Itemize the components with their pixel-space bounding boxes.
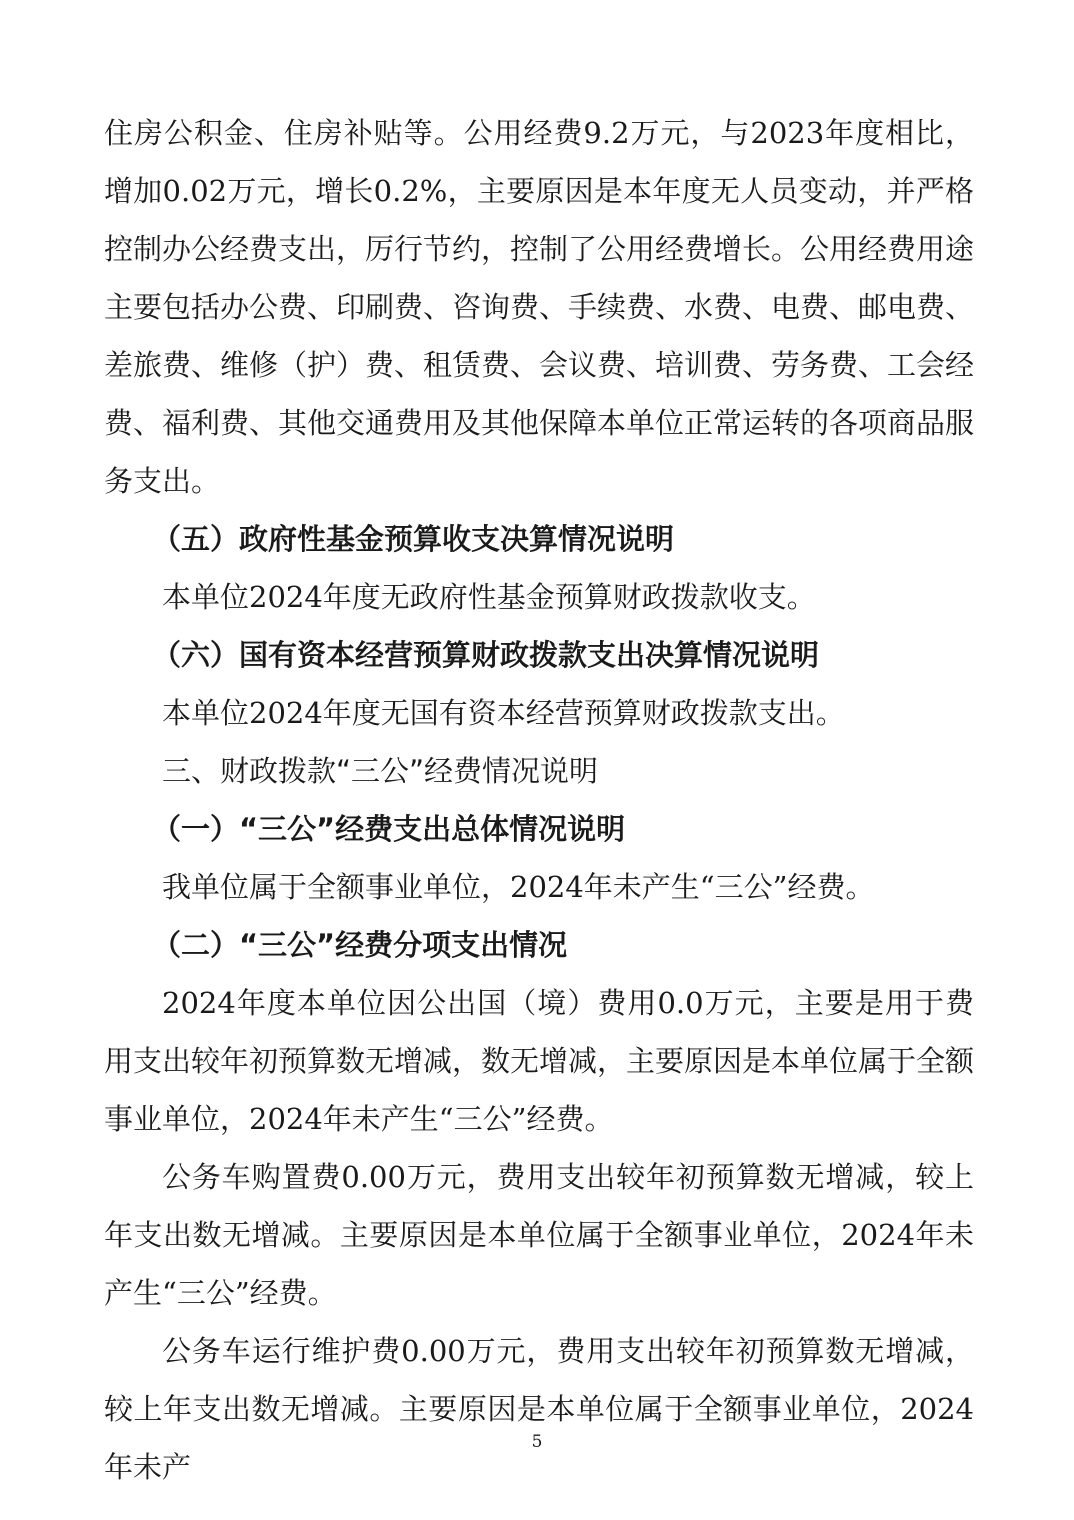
page-number: 5 (531, 1432, 543, 1452)
heading-three-public-expenses: 三、财政拨款“三公”经费情况说明 (162, 754, 599, 788)
paragraph-government-fund-budget: 本单位2024年度无政府性基金预算财政拨款收支。 (162, 580, 816, 614)
document-page (104, 104, 974, 1496)
paragraph-three-public-overview: 我单位属于全额事业单位，2024年未产生“三公”经费。 (162, 870, 875, 904)
heading-state-capital-budget: （六）国有资本经营预算财政拨款支出决算情况说明 (152, 638, 820, 672)
paragraph-public-expenses: 住房公积金、住房补贴等。公用经费9.2万元，与2023年度相比，增加0.02万元，增长0.2%，主要原因是本年度无人员变动，并严格控制办公经费支出，厉行节约，控制了公用经费增长。公用经费用途主要包括办公费、印刷费、咨询费、手续费、水费、电费、邮电费、差旅费、维修（护）费、租赁费、会议费、培训费、劳务费、工会经费、福利费、其他交通费用及其他保障本单位正常运转的各项商品服务支出。 (104, 116, 975, 498)
paragraph-state-capital-budget: 本单位2024年度无国有资本经营预算财政拨款支出。 (162, 696, 845, 730)
paragraph-vehicle-purchase: 公务车购置费0.00万元，费用支出较年初预算数无增减，较上年支出数无增减。主要原因是本单位属于全额事业单位，2024年未产生“三公”经费。 (104, 1160, 974, 1310)
paragraph-overseas-travel: 2024年度本单位因公出国（境）费用0.0万元，主要是用于费用支出较年初预算数无增减，数无增减，主要原因是本单位属于全额事业单位，2024年未产生“三公”经费。 (104, 986, 975, 1136)
heading-government-fund-budget: （五）政府性基金预算收支决算情况说明 (152, 522, 675, 556)
heading-three-public-itemized: （二）“三公”经费分项支出情况 (152, 928, 568, 962)
paragraph-vehicle-maintenance: 公务车运行维护费0.00万元，费用支出较年初预算数无增减，较上年支出数无增减。主要原因是本单位属于全额事业单位，2024年未产 (104, 1334, 974, 1484)
heading-three-public-overview: （一）“三公”经费支出总体情况说明 (152, 812, 626, 846)
